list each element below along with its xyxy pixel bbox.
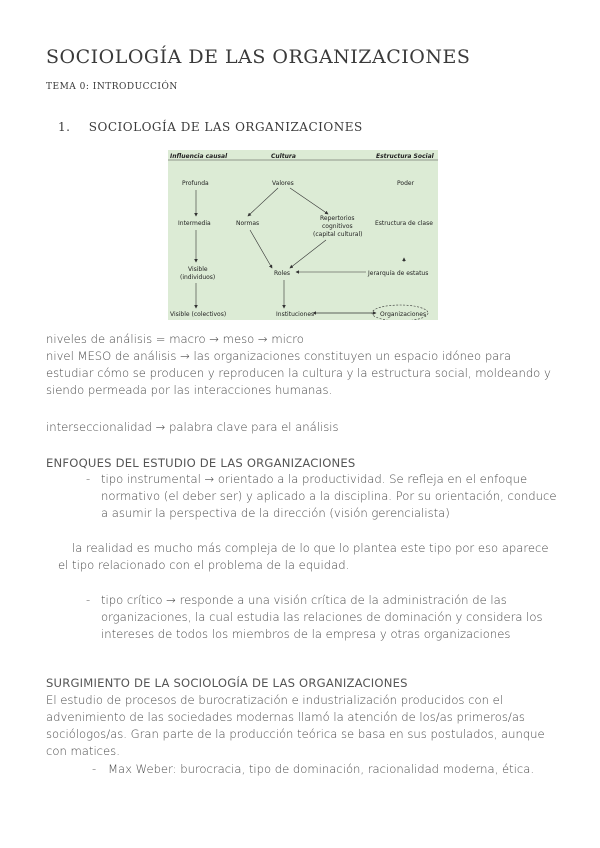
arrow bbox=[250, 230, 272, 268]
enfoque-instrumental-2: normativo (el deber ser) y aplicado a la disciplina. Por su orientación, conduce bbox=[101, 489, 557, 503]
surgimiento-line-1: El estudio de procesos de burocratización e industrialización producidos con el bbox=[46, 693, 504, 707]
heading-enfoques: ENFOQUES DEL ESTUDIO DE LAS ORGANIZACIONES bbox=[46, 456, 356, 470]
node-instituciones: Instituciones bbox=[276, 311, 315, 318]
node-jerarquia: Jerarquía de estatus bbox=[368, 270, 429, 277]
note-line-1: la realidad es mucho más compleja de lo que lo plantea este tipo por eso aparece bbox=[72, 541, 549, 555]
col-header-influencia: Influencia causal bbox=[170, 153, 228, 160]
node-intermedia: Intermedia bbox=[178, 220, 211, 227]
surgimiento-line-3: sociólogos/as. Gran parte de la producción teórica se basa en sus postulados, aunque bbox=[46, 727, 545, 741]
arrow bbox=[290, 240, 326, 268]
bullet-dash: - bbox=[92, 762, 97, 776]
enfoque-critico-1: tipo crítico → responde a una visión crítica de la administración de las bbox=[101, 593, 507, 607]
section-heading bbox=[58, 120, 363, 134]
heading-surgimiento: SURGIMIENTO DE LA SOCIOLOGÍA DE LAS ORGANIZACIONES bbox=[46, 676, 408, 690]
bullet-dash: - bbox=[86, 472, 91, 486]
text-meso-1: nivel MESO de análisis → las organizaciones constituyen un espacio idóneo para bbox=[46, 349, 512, 363]
text-meso-3: siendo permeada por las interacciones humanas. bbox=[46, 383, 333, 397]
text-meso-2: estudiar cómo se producen y reproducen la cultura y la estructura social, moldeando y bbox=[46, 366, 551, 380]
node-repertorios-2: cognitivos bbox=[322, 223, 353, 230]
note-line-2: el tipo relacionado con el problema de la equidad. bbox=[58, 558, 350, 572]
text-interseccionalidad: interseccionalidad → palabra clave para el análisis bbox=[46, 420, 339, 434]
node-roles: Roles bbox=[274, 270, 291, 277]
node-profunda: Profunda bbox=[182, 180, 209, 187]
enfoque-instrumental-1: tipo instrumental → orientado a la productividad. Se refleja en el enfoque bbox=[101, 472, 528, 486]
text-niveles: niveles de análisis = macro → meso → micro bbox=[46, 332, 304, 346]
surgimiento-line-2: advenimiento de las sociedades modernas llamó la atención de los/as primeros/as bbox=[46, 710, 525, 724]
node-poder: Poder bbox=[397, 180, 415, 187]
node-repertorios-3: (capital cultural) bbox=[313, 231, 363, 238]
sociology-diagram bbox=[168, 150, 438, 320]
section-title: SOCIOLOGÍA DE LAS ORGANIZACIONES bbox=[88, 120, 363, 134]
arrow bbox=[248, 188, 278, 216]
node-repertorios-1: Repertorios bbox=[320, 215, 355, 222]
node-organizaciones: Organizaciones bbox=[380, 311, 427, 318]
diagram-svg bbox=[168, 150, 438, 320]
col-header-estructura: Estructura Social bbox=[376, 153, 434, 160]
page-title: SOCIOLOGÍA DE LAS ORGANIZACIONES bbox=[46, 46, 471, 68]
node-visible-1: Visible bbox=[188, 266, 208, 273]
bullet-dash: - bbox=[86, 593, 91, 607]
node-normas: Normas bbox=[236, 220, 260, 227]
arrow bbox=[290, 188, 328, 214]
section-number: 1. bbox=[58, 120, 71, 134]
surgimiento-line-4: con matices. bbox=[46, 744, 120, 758]
col-header-cultura: Cultura bbox=[271, 153, 296, 160]
enfoque-critico-2: organizaciones, la cual estudia las relaciones de dominación y considera los bbox=[101, 610, 543, 624]
page-subtitle: TEMA 0: INTRODUCCIÓN bbox=[46, 82, 178, 92]
node-visible-2: (individuos) bbox=[180, 274, 216, 281]
node-visible-colectivos: Visible (colectivos) bbox=[170, 311, 227, 318]
node-estructura-clase: Estructura de clase bbox=[375, 220, 433, 227]
surgimiento-weber: Max Weber: burocracia, tipo de dominación, racionalidad moderna, ética. bbox=[108, 762, 535, 776]
enfoque-instrumental-3: a asumir la perspectiva de la dirección (visión gerencialista) bbox=[101, 506, 450, 520]
node-valores: Valores bbox=[272, 180, 294, 187]
enfoque-critico-3: intereses de todos los miembros de la empresa y otras organizaciones bbox=[101, 627, 511, 641]
